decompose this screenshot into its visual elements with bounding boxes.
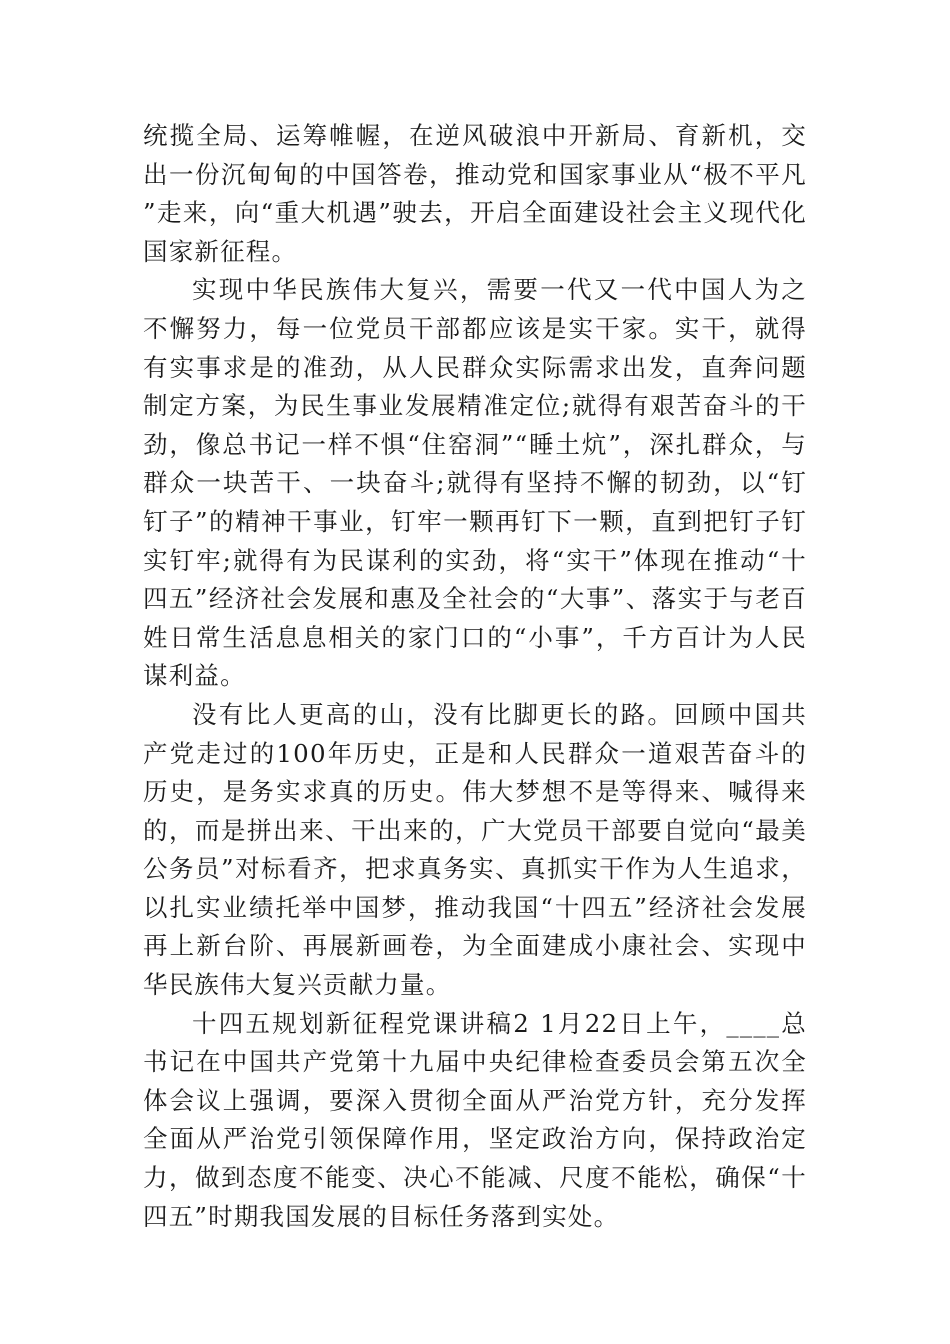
paragraph-2: 实现中华民族伟大复兴，需要一代又一代中国人为之不懈努力，每一位党员干部都应该是实干家。实干，就得有实事求是的准劲，从人民群众实际需求出发，直奔问题制定方案，为民生事业发展精准定位;就得有艰苦奋斗的干劲，像总书记一样不惧“住窑洞”“睡土炕”，深扎群众，与群众一块苦干、一块奋斗;就得有坚持不懈的韧劲，以“钉钉子”的精神干事业，钉牢一颗再钉下一颗，直到把钉子钉实钉牢;就得有为民谋利的实劲，将“实干”体现在推动“十四五”经济社会发展和惠及全社会的“大事”、落实于与老百姓日常生活息息相关的家门口的“小事”，千方百计为人民谋利益。: [143, 275, 807, 691]
paragraph-1: 统揽全局、运筹帷幄，在逆风破浪中开新局、育新机，交出一份沉甸甸的中国答卷，推动党和国家事业从“极不平凡”走来，向“重大机遇”驶去，开启全面建设社会主义现代化国家新征程。: [143, 121, 807, 266]
document-page: [143, 117, 807, 1236]
paragraph-3: 没有比人更高的山，没有比脚更长的路。回顾中国共产党走过的100年历史，正是和人民群众一道艰苦奋斗的历史，是务实求真的历史。伟大梦想不是等得来、喊得来的，而是拼出来、干出来的，广大党员干部要自觉向“最美公务员”对标看齐，把求真务实、真抓实干作为人生追求，以扎实业绩托举中国梦，推动我国“十四五”经济社会发展再上新台阶、再展新画卷，为全面建成小康社会、实现中华民族伟大复兴贡献力量。: [143, 699, 807, 1000]
paragraph-4: 十四五规划新征程党课讲稿2 1月22日上午，____总书记在中国共产党第十九届中央纪律检查委员会第五次全体会议上强调，要深入贯彻全面从严治党方针，充分发挥全面从严治党引领保障作用，坚定政治方向，保持政治定力，做到态度不能变、决心不能减、尺度不能松，确保“十四五”时期我国发展的目标任务落到实处。: [143, 1008, 807, 1231]
